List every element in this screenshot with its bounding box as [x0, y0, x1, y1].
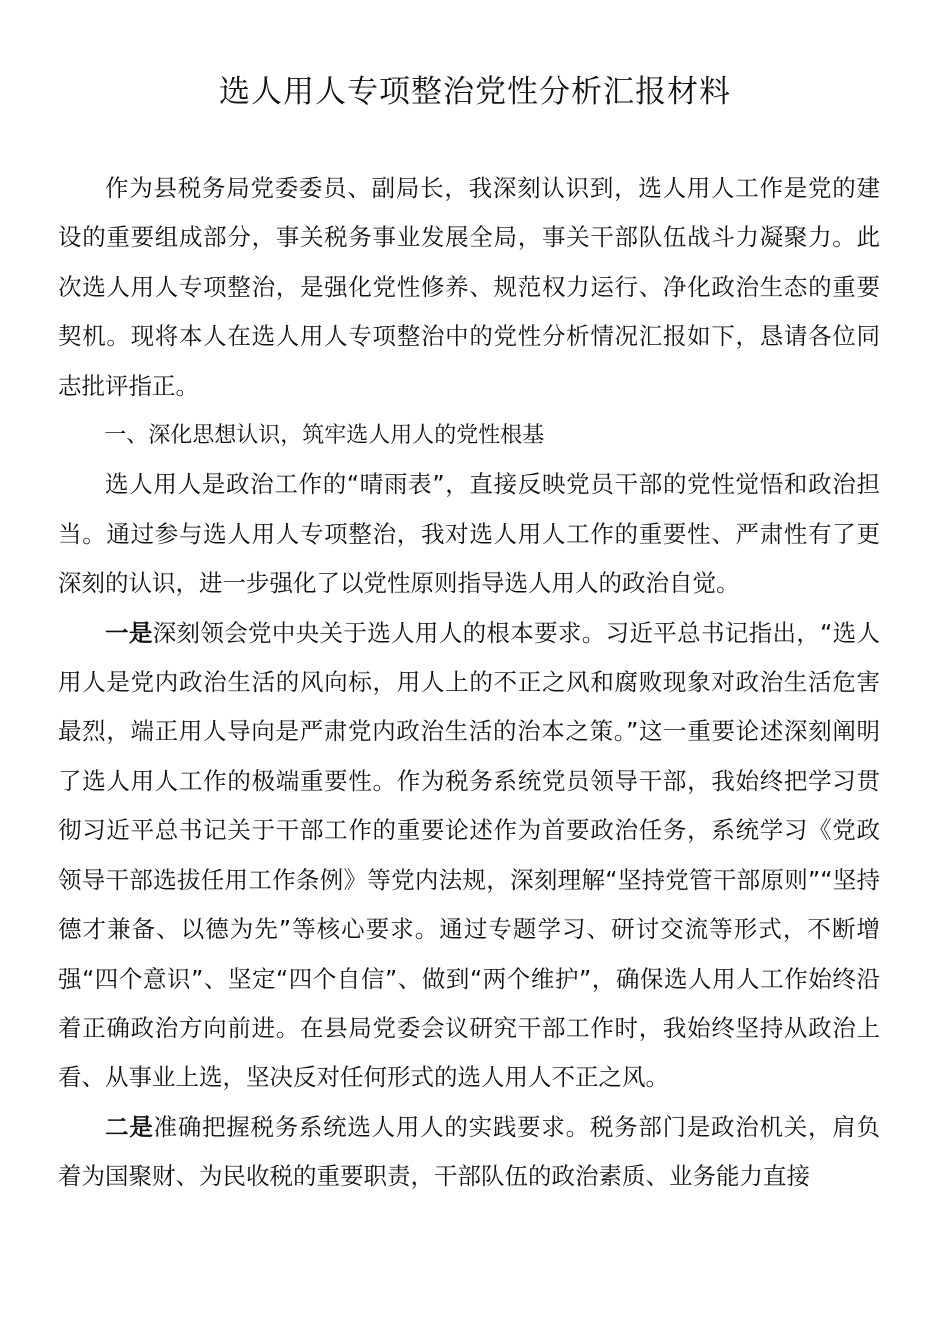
point-text-2: 准确把握税务系统选人用人的实践要求。税务部门是政治机关，肩负着为国聚财、为民收税的重要职责，干部队伍的政治素质、业务能力直接 [58, 1112, 880, 1191]
section-heading: 一、深化思想认识，筑牢选人用人的党性根基 [104, 423, 545, 449]
point-lead-1: 一是 [105, 618, 153, 647]
intro-paragraph: 作为县税务局党委委员、副局长，我深刻认识到，选人用人工作是党的建设的重要组成部分，事关税务事业发展全局，事关干部队伍战斗力凝聚力。此次选人用人专项整治，是强化党性修养、规范权力运行、净化政治生态的重要契机。现将本人在选人用人专项整治中的党性分析情况汇报如下，恳请各位同志批评指正。 [58, 174, 880, 400]
point-text-1: 深刻领会党中央关于选人用人的根本要求。习近平总书记指出，“选人用人是党内政治生活的风向标，用人上的不正之风和腐败现象对政治生活危害最烈，端正用人导向是严肃党内政治生活的治本之策。”这一重要论述深刻阐明了选人用人工作的极端重要性。作为税务系统党员领导干部，我始终把学习贯彻习近平总书记关于干部工作的重要论述作为首要政治任务，系统学习《党政领导干部选拔任用工作条例》等党内法规，深刻理解“坚持党管干部原则”“坚持德才兼备、以德为先”等核心要求。通过专题学习、研讨交流等形式，不断增强“四个意识”、坚定“四个自信”、做到“两个维护”，确保选人用人工作始终沿着正确政治方向前进。在县局党委会议研究干部工作时，我始终坚持从政治上看、从事业上选，坚决反对任何形式的选人用人不正之风。 [58, 618, 880, 1092]
point-paragraph-2 [58, 1103, 880, 1202]
section-paragraph: 选人用人是政治工作的“晴雨表”，直接反映党员干部的党性觉悟和政治担当。通过参与选人用人专项整治，我对选人用人工作的重要性、严肃性有了更深刻的认识，进一步强化了以党性原则指导选人用人的政治自觉。 [58, 470, 880, 598]
document-body [58, 164, 880, 1202]
point-lead-2: 二是 [105, 1112, 154, 1141]
document-title: 选人用人专项整治党性分析汇报材料 [219, 74, 731, 110]
point-paragraph-1 [58, 609, 880, 1103]
